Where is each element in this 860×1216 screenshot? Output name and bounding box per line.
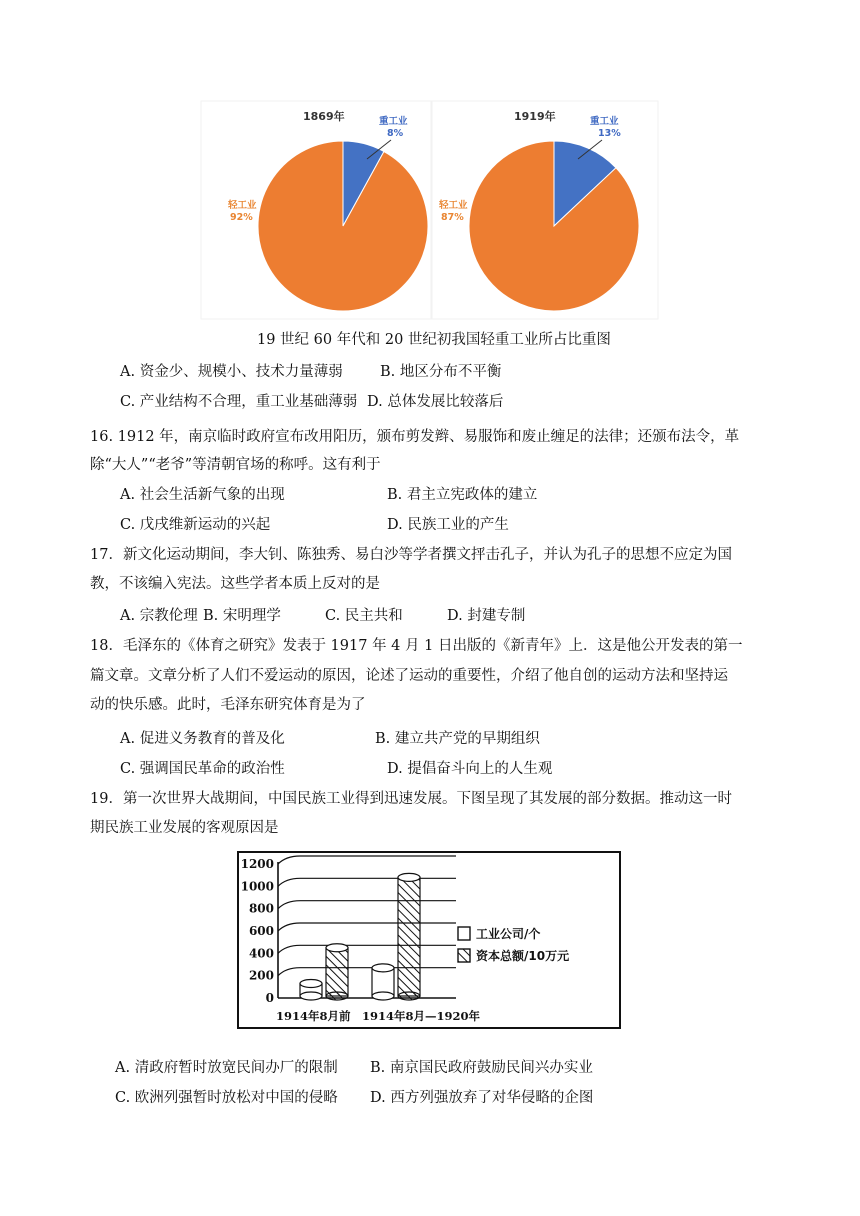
q16-option-a: A. 社会生活新气象的出现 <box>120 487 285 503</box>
pie-label-heavy: 重工业 <box>590 116 619 127</box>
q16-option-d: D. 民族工业的产生 <box>387 517 509 533</box>
q17-stem-line2: 教，不该编入宪法。这些学者本质上反对的是 <box>90 576 380 592</box>
q17-option-b: B. 宋明理学 <box>203 608 281 624</box>
q19-option-d: D. 西方列强放弃了对华侵略的企图 <box>370 1090 594 1106</box>
chart-y-ticks <box>241 857 274 1005</box>
y-tick-label: 200 <box>248 968 274 983</box>
q15-option-a: A. 资金少、规模小、技术力量薄弱 <box>120 364 343 380</box>
pie-value-heavy: 13% <box>598 128 621 139</box>
y-tick-label: 600 <box>248 924 274 938</box>
q17-stem-line1: 17．新文化运动期间，李大钊、陈独秀、易白沙等学者撰文抨击孔子，并认为孔子的思想不应定为国 <box>90 547 732 563</box>
q19-option-a: A. 清政府暂时放宽民间办厂的限制 <box>115 1060 338 1076</box>
bar-companies <box>300 979 322 1000</box>
q15-option-d: D. 总体发展比较落后 <box>367 394 504 410</box>
pie-charts-figure <box>200 100 660 320</box>
pie-title: 1869年 <box>303 110 345 123</box>
chart-legend <box>458 926 569 963</box>
pie-slice <box>258 141 428 311</box>
q19-option-c: C. 欧洲列强暂时放松对中国的侵略 <box>115 1090 338 1106</box>
chart-bars <box>300 873 420 1000</box>
q15-option-c: C. 产业结构不合理，重工业基础薄弱 <box>120 394 358 410</box>
q19-stem-line1: 19．第一次世界大战期间，中国民族工业得到迅速发展。下图呈现了其发展的部分数据。推动这一时 <box>90 791 732 807</box>
pie-chart-1919 <box>438 109 639 311</box>
y-tick-label: 1000 <box>240 879 274 894</box>
q17-option-a: A. 宗教伦理 <box>120 608 198 624</box>
q15-option-b: B. 地区分布不平衡 <box>380 364 502 380</box>
q18-option-c: C. 强调国民革命的政治性 <box>120 761 285 777</box>
pie-chart-1869 <box>227 109 428 311</box>
bar-capital <box>326 944 348 1000</box>
legend-swatch <box>458 949 470 962</box>
gridline <box>278 901 456 909</box>
bar-companies <box>372 964 394 1000</box>
gridline <box>278 923 456 931</box>
pie-label-heavy: 重工业 <box>379 116 408 127</box>
chart-gridlines <box>278 856 456 998</box>
q18-option-a: A. 促进义务教育的普及化 <box>120 731 285 747</box>
gridline <box>278 945 456 953</box>
q19-option-b: B. 南京国民政府鼓励民间兴办实业 <box>370 1060 593 1076</box>
q18-stem-line1: 18．毛泽东的《体育之研究》发表于 1917 年 4 月 1 日出版的《新青年》上．这是他公开发表的第一 <box>90 638 743 654</box>
q18-stem-line3: 动的快乐感。此时，毛泽东研究体育是为了 <box>90 697 366 713</box>
pie-value-light: 87% <box>441 212 464 223</box>
legend-label: 工业公司/个 <box>476 927 541 941</box>
bar-chart-industry <box>236 850 622 1030</box>
gridline <box>278 856 456 864</box>
pie-label-light: 轻工业 <box>228 200 257 211</box>
pie-title: 1919年 <box>514 110 556 123</box>
gridline <box>278 968 456 976</box>
q19-stem-line2: 期民族工业发展的客观原因是 <box>90 820 279 836</box>
pie-label-light: 轻工业 <box>439 200 468 211</box>
q16-stem-line1: 16. 1912 年，南京临时政府宣布改用阳历，颁布剪发辫、易服饰和废止缠足的法律；还颁布法令，革 <box>90 429 740 445</box>
chart-x-label: 1914年8月前 1914年8月—1920年 <box>276 1009 481 1023</box>
y-tick-label: 400 <box>248 946 274 961</box>
q18-stem-line2: 篇文章。文章分析了人们不爱运动的原因，论述了运动的重要性，介绍了他自创的运动方法和坚持运 <box>90 668 728 684</box>
pie-value-light: 92% <box>230 212 253 223</box>
q17-option-c: C. 民主共和 <box>325 608 403 624</box>
q16-option-b: B. 君主立宪政体的建立 <box>387 487 538 503</box>
q18-option-b: B. 建立共产党的早期组织 <box>375 731 540 747</box>
q17-option-d: D. 封建专制 <box>447 608 526 624</box>
gridline <box>278 878 456 886</box>
q18-option-d: D. 提倡奋斗向上的人生观 <box>387 761 553 777</box>
y-tick-label: 1200 <box>240 857 274 871</box>
legend-label: 资本总额/10万元 <box>476 949 570 963</box>
figure-caption: 19 世纪 60 年代和 20 世纪初我国轻重工业所占比重图 <box>257 332 611 348</box>
q16-option-c: C. 戊戌维新运动的兴起 <box>120 517 271 533</box>
bar-capital <box>398 873 420 1000</box>
y-tick-label: 0 <box>265 991 274 1005</box>
pie-value-heavy: 8% <box>387 128 404 139</box>
y-tick-label: 800 <box>248 901 274 916</box>
legend-swatch <box>458 927 470 940</box>
q16-stem-line2: 除“大人”“老爷”等清朝官场的称呼。这有利于 <box>90 457 381 473</box>
